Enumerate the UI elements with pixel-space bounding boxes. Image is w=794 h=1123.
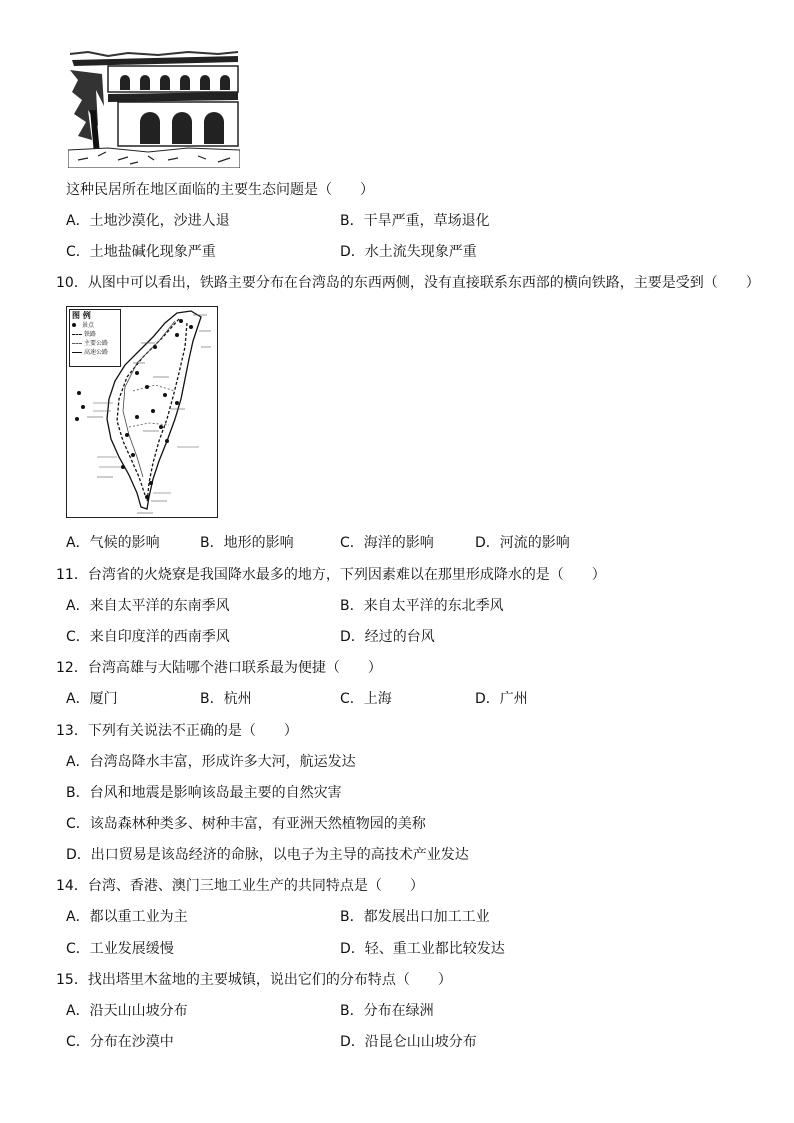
q12-option-d[interactable]: D．广州 [475,691,528,707]
q9-option-c[interactable]: C．土地盐碱化现象严重 [66,244,216,260]
q15-option-d[interactable]: D．沿昆仑山山坡分布 [340,1034,477,1050]
q12-option-a[interactable]: A．厦门 [66,691,118,707]
q14-stem: 14．台湾、香港、澳门三地工业生产的共同特点是（ ） [56,878,424,894]
q14-option-d[interactable]: D．轻、重工业都比较发达 [340,941,505,957]
q11-stem: 11．台湾省的火烧寮是我国降水最多的地方，下列因素难以在那里形成降水的是（ ） [56,567,606,583]
q11-option-c[interactable]: C．来自印度洋的西南季风 [66,629,230,645]
q13-option-a[interactable]: A．台湾岛降水丰富，形成许多大河，航运发达 [66,754,356,770]
q14-option-a[interactable]: A．都以重工业为主 [66,909,188,925]
legend-label: 景点 [82,322,95,329]
q15-option-c[interactable]: C．分布在沙漠中 [66,1034,174,1050]
q9-option-b[interactable]: B．干旱严重，草场退化 [340,213,490,229]
legend-label: 主要公路 [84,340,109,347]
taiwan-map [66,306,218,518]
q10-option-c[interactable]: C．海洋的影响 [340,535,434,551]
legend-label: 铁路 [84,331,97,338]
q15-stem: 15．找出塔里木盆地的主要城镇，说出它们的分布特点（ ） [56,972,452,988]
q9-option-d[interactable]: D．水土流失现象严重 [340,244,477,260]
q10-stem: 10．从图中可以看出，铁路主要分布在台湾岛的东西两侧，没有直接联系东西部的横向铁路，主要是受到（ ） [56,275,760,291]
q11-option-a[interactable]: A．来自太平洋的东南季风 [66,598,230,614]
q10-option-a[interactable]: A．气候的影响 [66,535,160,551]
q11-option-b[interactable]: B．来自太平洋的东北季风 [340,598,504,614]
q12-option-c[interactable]: C．上海 [340,691,392,707]
q12-stem: 12．台湾高雄与大陆哪个港口联系最为便捷（ ） [56,660,382,676]
q15-option-a[interactable]: A．沿天山山坡分布 [66,1003,188,1019]
q10-option-d[interactable]: D．河流的影响 [475,535,570,551]
q13-option-b[interactable]: B．台风和地震是影响该岛最主要的自然灾害 [66,785,342,801]
map-legend-title: 图 例 [72,311,91,320]
q15-option-b[interactable]: B．分布在绿洲 [340,1003,434,1019]
q13-option-d[interactable]: D．出口贸易是该岛经济的命脉，以电子为主导的高技术产业发达 [66,847,469,863]
q12-option-b[interactable]: B．杭州 [200,691,252,707]
q9-stem: 这种民居所在地区面临的主要生态问题是（ ） [66,182,374,198]
q11-option-d[interactable]: D．经过的台风 [340,629,435,645]
legend-label: 高速公路 [84,349,109,356]
q10-option-b[interactable]: B．地形的影响 [200,535,294,551]
q13-stem: 13．下列有关说法不正确的是（ ） [56,723,298,739]
q9-option-a[interactable]: A．土地沙漠化，沙进人退 [66,213,230,229]
q14-option-b[interactable]: B．都发展出口加工工业 [340,909,490,925]
q13-option-c[interactable]: C．该岛森林种类多、树种丰富，有亚洲天然植物园的美称 [66,816,426,832]
dwelling-illustration [68,50,240,168]
taiwan-island-outline [67,307,217,517]
q14-option-c[interactable]: C．工业发展缓慢 [66,941,174,957]
